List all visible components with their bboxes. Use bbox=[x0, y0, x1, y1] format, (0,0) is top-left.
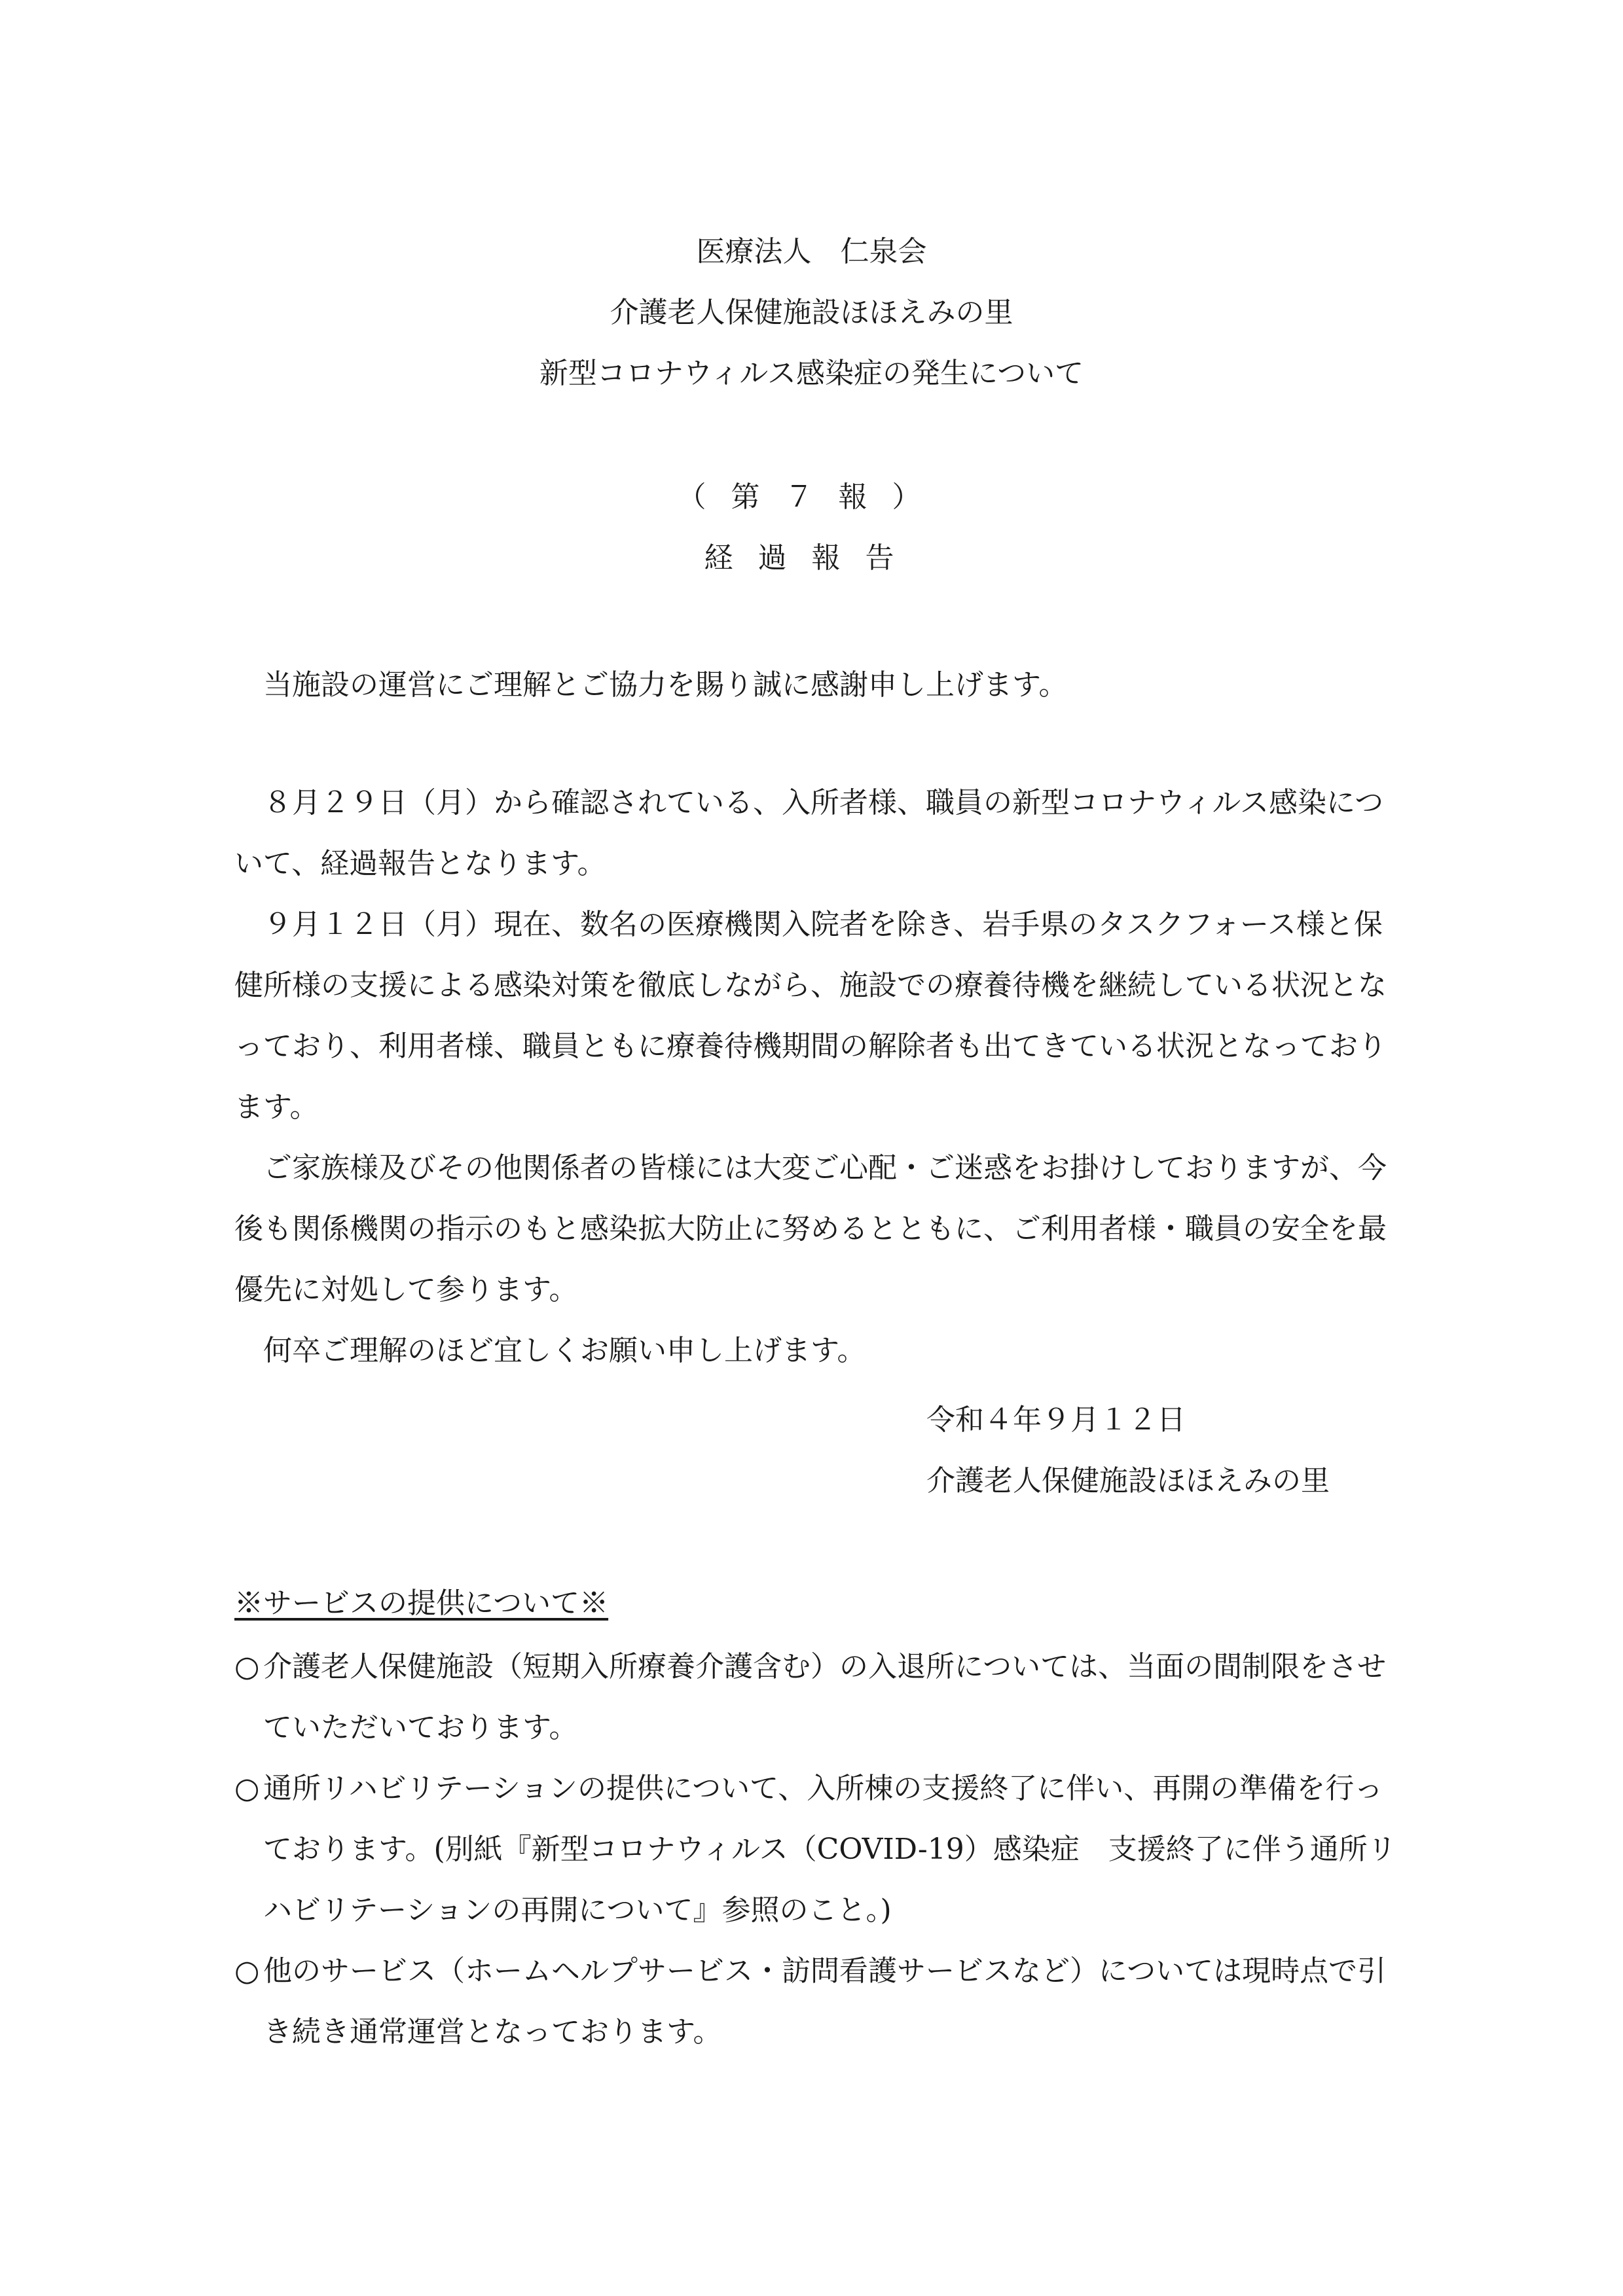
facility-name: 介護老人保健施設ほほえみの里 bbox=[610, 296, 1013, 329]
list-item bbox=[234, 1758, 1400, 1941]
bullet-icon: ○ bbox=[234, 1772, 260, 1805]
list-item bbox=[234, 1636, 1400, 1758]
list-item-text: 通所リハビリテーションの提供について、入所棟の支援終了に伴い、再開の準備を行っております。(別紙『新型コロナウィルス（COVID-19）感染症 支援終了に伴う通所リハビリテーションの再開について』参照のこと。) bbox=[263, 1772, 1396, 1927]
report-number: （第７報） bbox=[677, 480, 946, 514]
greeting-text: 当施設の運営にご理解とご協力を賜り誠に感謝申し上げます。 bbox=[263, 668, 1068, 702]
bullet-icon: ○ bbox=[234, 1650, 260, 1683]
report-type: 経過報告 bbox=[704, 541, 919, 575]
bullet-icon: ○ bbox=[234, 1954, 260, 1988]
paragraph: ８月２９日（月）から確認されている、入所者様、職員の新型コロナウィルス感染について、経過報告となります。 bbox=[234, 786, 1384, 880]
org-name: 医療法人 仁泉会 bbox=[696, 235, 927, 268]
body-paragraphs bbox=[234, 772, 1400, 1381]
list-item-text: 他のサービス（ホームヘルプサービス・訪問看護サービスなど）については現時点で引き続き通常運営となっております。 bbox=[263, 1954, 1387, 2049]
signature-date: 令和４年９月１２日 bbox=[926, 1403, 1186, 1437]
signature-facility: 介護老人保健施設ほほえみの里 bbox=[926, 1464, 1330, 1498]
list-item-text: 介護老人保健施設（短期入所療養介護含む）の入退所については、当面の間制限をさせていただいております。 bbox=[263, 1650, 1387, 1744]
document-subject: 新型コロナウィルス感染症の発生について bbox=[539, 357, 1084, 390]
paragraph: 何卒ご理解のほど宜しくお願い申し上げます。 bbox=[263, 1334, 866, 1367]
services-heading: ※サービスの提供について※ bbox=[234, 1587, 609, 1620]
greeting bbox=[234, 655, 1400, 715]
paragraph: ご家族様及びその他関係者の皆様には大変ご心配・ご迷惑をお掛けしておりますが、今後も関係機関の指示のもと感染拡大防止に努めるとともに、ご利用者様・職員の安全を最優先に対処して参ります。 bbox=[234, 1151, 1387, 1306]
services-list bbox=[234, 1636, 1400, 2062]
list-item bbox=[234, 1941, 1400, 2062]
paragraph: ９月１２日（月）現在、数名の医療機関入院者を除き、岩手県のタスクフォース様と保健所様の支援による感染対策を徹底しながら、施設での療養待機を継続している状況となっており、利用者様、職員ともに療養待機期間の解除者も出てきている状況となっております。 bbox=[234, 908, 1387, 1124]
